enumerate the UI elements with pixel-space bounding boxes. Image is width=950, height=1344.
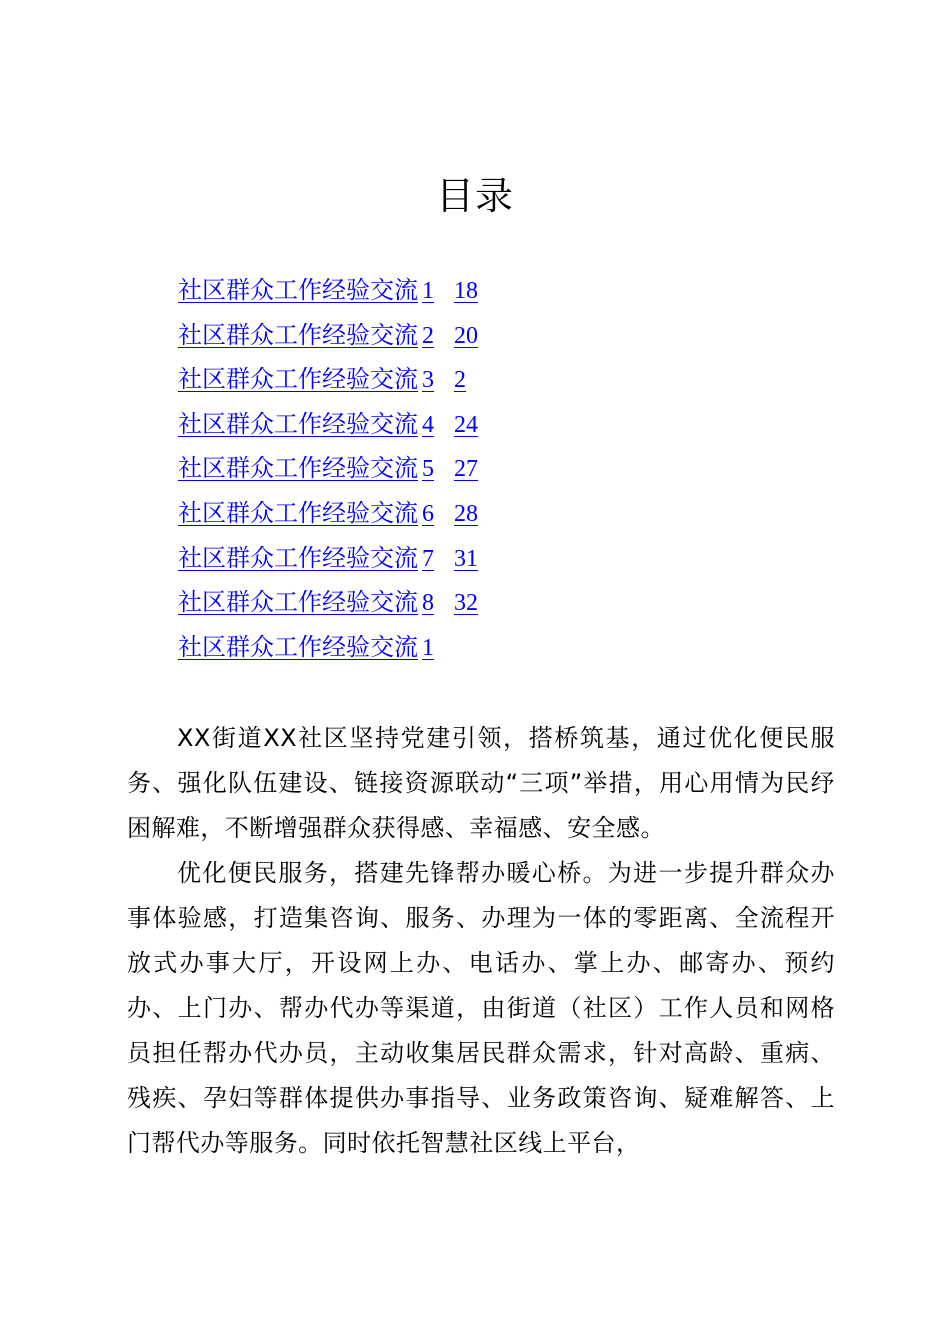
toc-entry-number: 1	[422, 278, 434, 304]
toc-entry	[178, 446, 478, 491]
toc-entry-number: 2	[422, 322, 434, 349]
toc-link-4[interactable]	[178, 410, 478, 438]
toc-entry-title: 社区群众工作经验交流	[178, 543, 418, 572]
toc-link-6[interactable]	[178, 499, 478, 527]
toc-entry-page: 27	[454, 456, 478, 483]
section-heading	[178, 625, 478, 670]
toc-entry-page: 20	[454, 322, 478, 349]
section-heading-link[interactable]	[178, 633, 434, 661]
toc-entry	[178, 580, 478, 625]
toc-entry-number: 4	[422, 411, 434, 438]
toc-entry-title: 社区群众工作经验交流	[178, 320, 418, 349]
toc-entry-title: 社区群众工作经验交流	[178, 365, 418, 394]
paragraph-intro: XX街道XX社区坚持党建引领，搭桥筑基，通过优化便民服务、强化队伍建设、链接资源联动“三项”举措，用心用情为民纾困解难，不断增强群众获得感、幸福感、安全感。	[127, 724, 835, 842]
toc-link-5[interactable]	[178, 454, 478, 482]
toc-entry-page: 24	[454, 411, 478, 438]
toc-entry-page: 18	[454, 278, 478, 304]
toc-entry-number: 6	[422, 500, 434, 527]
toc-entry-title: 社区群众工作经验交流	[178, 454, 418, 483]
toc-entry-number: 3	[422, 367, 434, 394]
toc-link-3[interactable]	[178, 365, 466, 393]
toc-entry-number: 8	[422, 590, 434, 617]
toc-link-2[interactable]	[178, 321, 478, 349]
toc-entry	[178, 268, 478, 313]
toc-entry-page: 32	[454, 590, 478, 617]
toc-link-1[interactable]	[178, 276, 478, 304]
toc-entry	[178, 536, 478, 581]
toc-entry-title: 社区群众工作经验交流	[178, 498, 418, 527]
toc-entry	[178, 357, 478, 402]
toc-entry	[178, 313, 478, 358]
body-text	[127, 716, 835, 1166]
toc-entry-page: 2	[454, 367, 466, 394]
toc-link-7[interactable]	[178, 544, 478, 572]
paragraph-service: 优化便民服务，搭建先锋帮办暖心桥。为进一步提升群众办事体验感，打造集咨询、服务、办理为一体的零距离、全流程开放式办事大厅，开设网上办、电话办、掌上办、邮寄办、预约办、上门办、帮办代办等渠道，由街道（社区）工作人员和网格员担任帮办代办员，主动收集居民群众需求，针对高龄、重病、残疾、孕妇等群体提供办事指导、业务政策咨询、疑难解答、上门帮代办等服务。同时依托智慧社区线上平台，	[127, 859, 835, 1157]
toc-entry-page: 28	[454, 500, 478, 527]
toc-entry-title: 社区群众工作经验交流	[178, 588, 418, 617]
toc-entry	[178, 491, 478, 536]
table-of-contents	[178, 268, 478, 669]
toc-title: 目录	[435, 174, 514, 218]
toc-entry-number: 5	[422, 456, 434, 483]
toc-link-8[interactable]	[178, 588, 478, 616]
section-heading-title: 社区群众工作经验交流	[178, 632, 418, 661]
toc-entry	[178, 402, 478, 447]
toc-entry-title: 社区群众工作经验交流	[178, 276, 418, 304]
toc-entry-number: 7	[422, 545, 434, 572]
toc-entry-title: 社区群众工作经验交流	[178, 409, 418, 438]
toc-entry-page: 31	[454, 545, 478, 572]
section-heading-number: 1	[422, 634, 434, 661]
